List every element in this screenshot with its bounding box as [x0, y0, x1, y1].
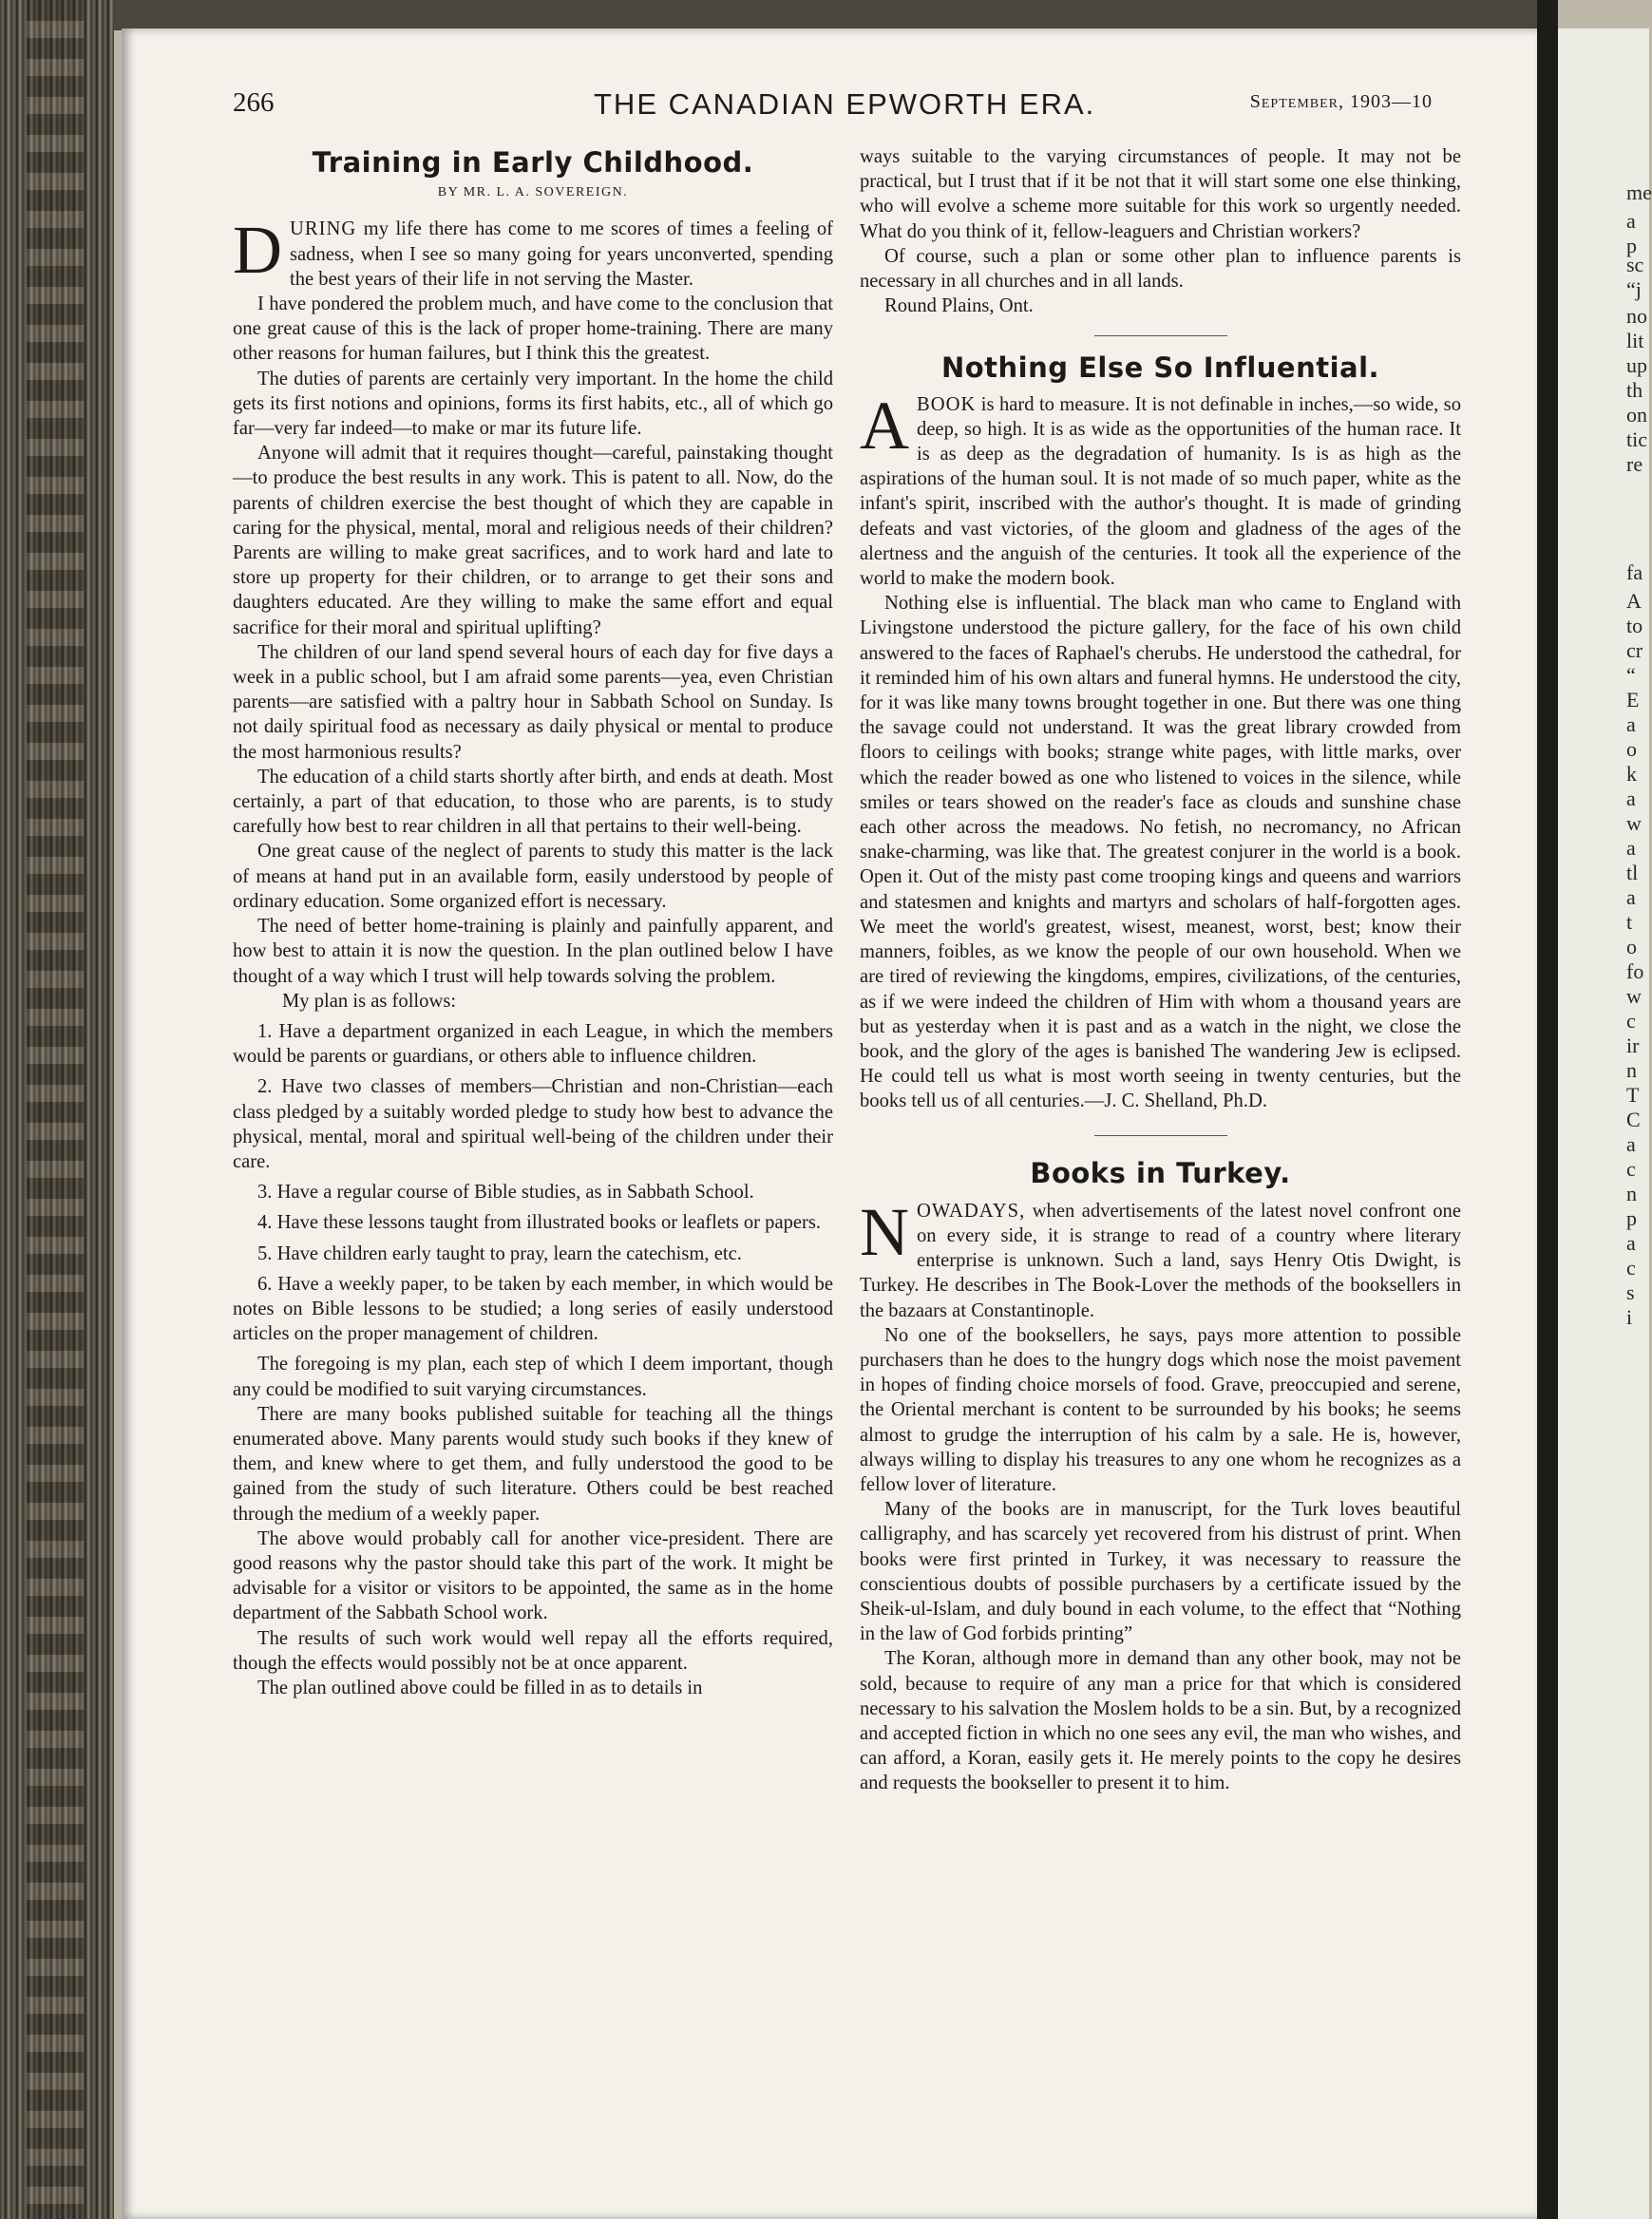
adjacent-page-fragment: w — [1626, 984, 1642, 1008]
adjacent-page-fragment: a — [1626, 1231, 1636, 1255]
first-word: BOOK — [917, 393, 977, 415]
adjacent-page-fragment: a — [1626, 836, 1636, 860]
adjacent-page-fragment: o — [1626, 935, 1637, 958]
adjacent-page-fragment: s — [1626, 1280, 1635, 1304]
article-paragraph: ABOOK is hard to measure. It is not definable in inches,—so wide, so deep, so high. It is as wide as the opportunities of the human race. It is as deep as the degradation of humanity. Is is as high as the aspirations of the human soul. It is not made of so much paper, white as the infant's spirit, inscribed with the author's thought. It is made of grinding defeats and vast victories, of the gloom and gladness of the ages of the alertness and the anguish of the centuries. It took all the experience of the world to make the modern book. — [860, 387, 1461, 590]
adjacent-page-fragment: tic — [1626, 427, 1647, 451]
article-paragraph: I have pondered the problem much, and have come to the conclusion that one great cause of this is the lack of proper home-training. There are many other reasons for human failures, but I think this the greatest. — [233, 294, 833, 365]
drop-cap: D — [233, 212, 282, 289]
adjacent-page-fragment: th — [1626, 378, 1643, 402]
article-paragraph: NOWADAYS, when advertisements of the latest novel confront one on every side, it is strange to read of a country where literary enterprise is unknown. Such a land, says Henry Otis Dwight, is Turkey. He describes in The Book-Lover the methods of the booksellers in the bazaars at Constantinople. — [860, 1193, 1461, 1321]
article-paragraph: Of course, such a plan or some other plan to influence parents is necessary in all churches and in all lands. — [860, 245, 1461, 293]
adjacent-page-fragment: a — [1626, 885, 1636, 909]
adjacent-page-fragment: fa — [1626, 560, 1643, 584]
adjacent-page-fragment: a — [1626, 787, 1636, 810]
adjacent-page-fragment: to — [1626, 614, 1643, 637]
section-divider — [1094, 1135, 1227, 1136]
adjacent-page-fragment: on — [1626, 403, 1647, 427]
list-item: 6. Have a weekly paper, to be taken by each member, in which would be notes on Bible lessons to be studied; a long series of easily understood articles on the proper management of children. — [233, 1273, 833, 1345]
adjacent-page-fragment: tl — [1626, 861, 1639, 884]
adjacent-page-fragment: a — [1626, 712, 1636, 736]
article-paragraph: The Koran, although more in demand than any other book, may not be sold, because to require of any man a price for that which is considered necessary to his salvation the Moslem holds to be a sin. But, by a recognized and accepted fiction in which no one sees any evil, the man who wishes, and can afford, a Koran, easily gets it. He merely points to the copy he desires and requests the bookseller to present it to him. — [860, 1648, 1461, 1794]
article-paragraph: The duties of parents are certainly very important. In the home the child gets its first notions and opinions, forms its first habits, etc., all of which go far—very far indeed—to make or mar its future life. — [233, 368, 833, 440]
list-item: 5. Have children early taught to pray, learn the catechism, etc. — [257, 1242, 742, 1264]
adjacent-page-fragment: A — [1626, 589, 1642, 613]
page-gutter — [1537, 0, 1558, 2219]
running-header — [233, 87, 1433, 129]
article-paragraph: ways suitable to the varying circumstances of people. It may not be practical, but I trust that if it be not that it will start some one else thinking, who will evolve a scheme more suitable for this work so urgently needed. What do you think of it, fellow-leaguers and Christian workers? — [860, 146, 1461, 242]
article-paragraph: One great cause of the neglect of parents to study this matter is the lack of means at hand put in an available form, easily understood by people of ordinary education. Some organized effort is necessary. — [233, 841, 833, 912]
article-paragraph: No one of the booksellers, he says, pays more attention to possible purchasers than he does to the hungry dogs which nose the moist pavement in hopes of finding choice morsels of food. Grave, preoccupied and serene, the Oriental merchant is content to be surrounded by his books; he seems almost to grudge the interruption of his calm by a sale. He is, however, always willing to display his treasures to any one whom he recognizes as a fellow lover of literature. — [860, 1324, 1461, 1495]
adjacent-page-fragment: t — [1626, 910, 1633, 934]
article-paragraph: The education of a child starts shortly after birth, and ends at death. Most certainly, a part of that education, to those who are parents, is to study carefully how best to rear children in all that pertains to their well-being. — [233, 766, 833, 838]
article-paragraph: The children of our land spend several hours of each day for five days a week in a public school, but I am afraid some parents—yea, even Christian parents—are satisfied with a paltry hour in Sabbath School on Sunday. Is not daily spiritual food as necessary as daily physical or mental to produce the most harmonious results? — [233, 641, 833, 763]
first-word: URING — [290, 218, 357, 240]
right-column — [860, 144, 1461, 1796]
adjacent-page-fragment: n — [1626, 1182, 1637, 1205]
book-binding — [0, 0, 114, 2219]
list-item: 2. Have two classes of members—Christian and non-Christian—each class pledged by a suitably worded pledge to study how best to advance the physical, mental, moral and spiritual well-being of the children under their care. — [233, 1076, 833, 1172]
article-byline: BY MR. L. A. SOVEREIGN. — [437, 185, 629, 200]
adjacent-page-fragment: w — [1626, 811, 1642, 835]
adjacent-page-fragment: fo — [1626, 959, 1644, 983]
article-title: Books in Turkey. — [1030, 1156, 1291, 1189]
adjacent-page-fragment: sc — [1626, 253, 1644, 276]
adjacent-page-fragment: a p — [1626, 209, 1637, 257]
left-column — [233, 146, 833, 1700]
adjacent-page-fragment: k — [1626, 762, 1637, 786]
adjacent-page-edge — [1558, 28, 1652, 2219]
adjacent-page-fragment: cr — [1626, 638, 1643, 662]
section-divider — [1094, 335, 1227, 336]
adjacent-page-fragment: a — [1626, 1132, 1636, 1156]
adjacent-page-fragment: o — [1626, 737, 1637, 761]
article-title: Training in Early Childhood. — [312, 146, 754, 179]
adjacent-page-fragment: p — [1626, 1206, 1637, 1230]
issue-date: September, 1903—10 — [1249, 91, 1433, 112]
article-paragraph: The need of better home-training is plainly and painfully apparent, and how best to attain it is now the question. In the plan outlined below I have thought of a way which I trust will help towards solving the problem. — [233, 916, 833, 987]
drop-cap: N — [860, 1193, 909, 1270]
adjacent-page-fragment: lit — [1626, 329, 1644, 352]
adjacent-page-fragment: re — [1626, 452, 1643, 476]
journal-title: THE CANADIAN EPWORTH ERA. — [594, 87, 1096, 121]
article-paragraph: DURING my life there has come to me scores of times a feeling of sadness, when I see so many going for years unconverted, spending the best years of their life in not serving the Master. — [233, 212, 833, 290]
article-paragraph: The foregoing is my plan, each step of which I deem important, though any could be modified to suit varying circumstances. — [233, 1354, 833, 1400]
page-number: 266 — [233, 87, 275, 118]
adjacent-page-fragment: c — [1626, 1157, 1636, 1181]
adjacent-page-fragment: ir — [1626, 1034, 1640, 1057]
adjacent-page-fragment: “j — [1626, 277, 1642, 301]
first-word: OWADAYS, — [917, 1200, 1026, 1222]
adjacent-page-fragment: i — [1626, 1305, 1633, 1329]
article-paragraph: The above would probably call for another vice-president. There are good reasons why the pastor should take this part of the work. It might be advisable for a visitor or visitors to be appointed, the same as in the home department of the Sabbath School work. — [233, 1527, 833, 1624]
article-paragraph: The results of such work would well repay all the efforts required, though the effects would possibly not be at once apparent. — [233, 1627, 833, 1674]
adjacent-page-fragment: E — [1626, 688, 1640, 711]
article-paragraph: Nothing else is influential. The black man who came to England with Livingstone understood the picture gallery, for the face of his own child answered to the faces of Raphael's cherubs. He understood the cathedral, for it reminded him of his own altars and funeral hymns. He understood the city, for it was like many towns brought together in one. But there was one thing the savage could not understand. It was the great library crowded from floors to ceilings with books; strange white pages, with little marks, over which the reader bowed as one who listened to voices in the silence, while smiles or tears showed on the reader's face as clouds and sunshine chase each other across the meadows. No fetish, no necromancy, no African snake-charming, was like that. The greatest conjurer in the world is a book. Open it. Out of the misty past come trooping kings and queens and warriors and statesmen and knights and martyrs and scholars of half-forgotten ages. We meet the world's greatest, wisest, meanest, worst, best; know their manners, foibles, as we know the people of our own household. When we are tired of reviewing the kingdoms, empires, civilizations, of the centuries, as if we were indeed the children of Him with whom a thousand years are but as yesterday when it is past and as a watch in the night, we close the book, and the glory of the ages is banished The wandering Jew is eclipsed. He could tell us what is most worth seeing in twenty centuries, but the books tell us of all centuries.—J. C. Shelland, Ph.D. — [860, 593, 1461, 1112]
list-item: 3. Have a regular course of Bible studies, as in Sabbath School. — [257, 1182, 754, 1204]
adjacent-page-fragment: c — [1626, 1256, 1636, 1280]
adjacent-page-fragment: up — [1626, 353, 1647, 377]
article-paragraph: Anyone will admit that it requires thought—careful, painstaking thought—to produce the best results in any work. This is patent to all. Now, do the parents of children exercise the best thought of which they are capable in caring for the physical, mental, moral and religious needs of their children? Parents are willing to make great sacrifices, and to work hard and late to store up property for their children, or to arrange to get their sons and daughters educated. Are they willing to make the same effort and equal sacrifice for their moral and spiritual uplifting? — [233, 443, 833, 638]
list-item: 1. Have a department organized in each League, in which the members would be parents or guardians, or others able to influence children. — [233, 1020, 833, 1068]
article-signature: Round Plains, Ont. — [884, 295, 1034, 317]
list-item: 4. Have these lessons taught from illustrated books or leaflets or papers. — [257, 1212, 822, 1234]
adjacent-page-fragment: “ — [1626, 663, 1636, 687]
article-paragraph: Many of the books are in manuscript, for the Turk loves beautiful calligraphy, and has scarcely yet recovered from his distrust of print. When books were first printed in Turkey, it was necessary to reassure the conscientious doubts of possible purchasers by a certificate issued by the Sheik-ul-Islam, and duly bound in each volume, to the effect that “Nothing in the law of God forbids printing” — [860, 1499, 1461, 1645]
adjacent-page-fragment: me — [1626, 180, 1652, 204]
article-paragraph: There are many books published suitable for teaching all the things enumerated above. Many parents would study such books if they knew of them, and knew where to get them, and fully understood the good to be gained from the study of such literature. Others could be best reached through the medium of a weekly paper. — [233, 1403, 833, 1525]
adjacent-page-fragment: T — [1626, 1083, 1640, 1107]
adjacent-page-fragment: n — [1626, 1058, 1637, 1082]
drop-cap: A — [860, 387, 909, 464]
article-title: Nothing Else So Influential. — [940, 351, 1380, 385]
page-top-shadow — [114, 0, 1539, 30]
adjacent-page-fragment: no — [1626, 304, 1647, 328]
adjacent-page-fragment: C — [1626, 1108, 1641, 1131]
article-paragraph: The plan outlined above could be filled in as to details in — [257, 1677, 703, 1698]
article-paragraph: My plan is as follows: — [282, 990, 457, 1012]
adjacent-page-fragment: c — [1626, 1009, 1636, 1033]
